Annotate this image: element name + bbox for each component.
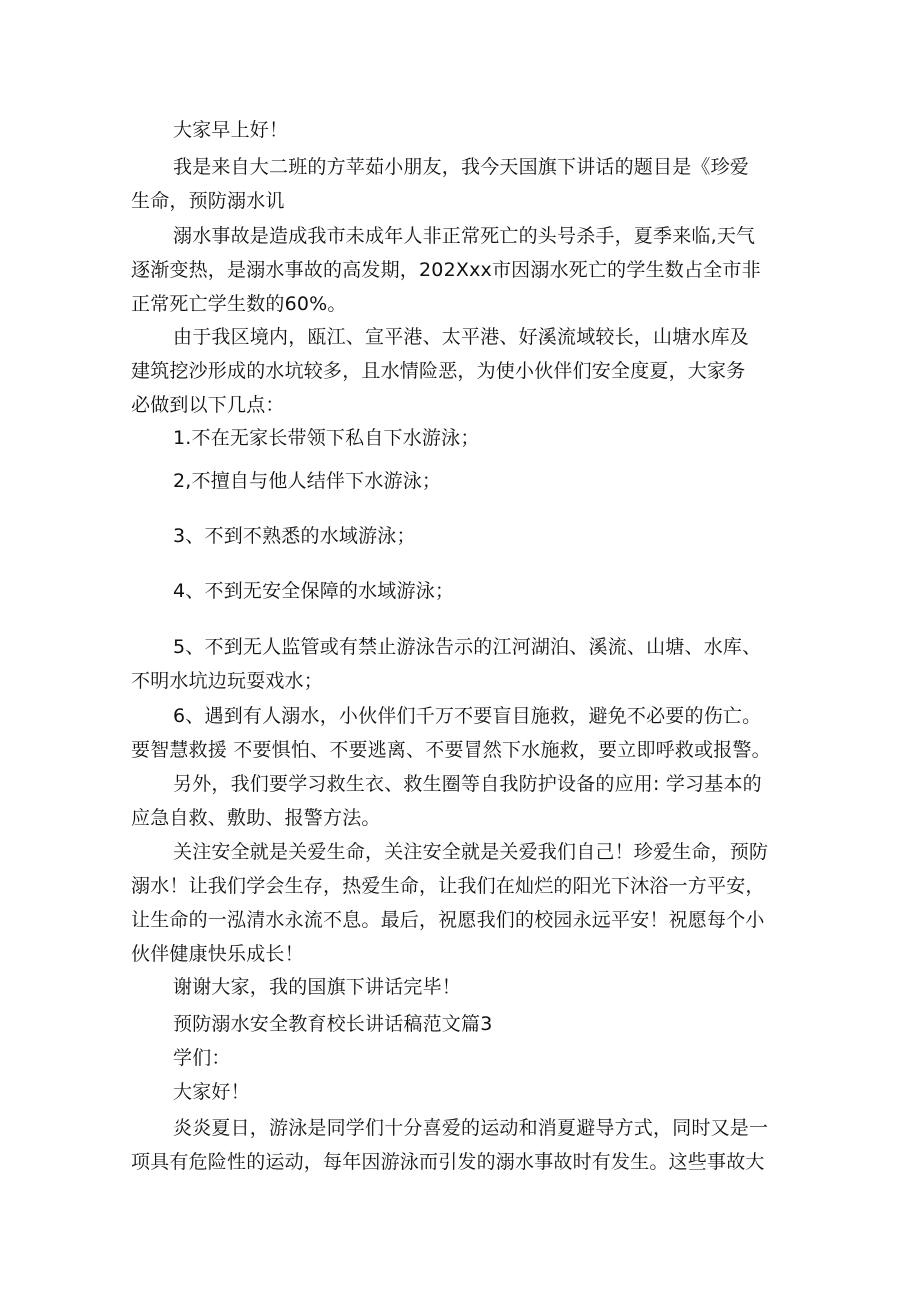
text-line: 让生命的一泓清水永流不息。最后，祝愿我们的校园永远平安！祝愿每个小	[131, 909, 765, 931]
text-line: 谢谢大家，我的国旗下讲话完毕！	[173, 976, 462, 998]
text-line: 2,不擅自与他人结伴下水游泳；	[173, 470, 442, 492]
text-line: 6、遇到有人溺水，小伙伴们千万不要盲目施救，避免不必要的伤亡。	[173, 705, 762, 727]
text-line: 不明水坑边玩耍戏水；	[131, 670, 324, 692]
text-line: 大家好！	[173, 1081, 250, 1103]
text-line: 关注安全就是关爱生命，关注安全就是关爱我们自己！珍爱生命，预防	[173, 841, 769, 863]
body-paragraph	[131, 1111, 793, 1179]
list-item	[131, 464, 793, 498]
body-paragraph	[131, 767, 793, 835]
text-line: 学们：	[173, 1047, 231, 1069]
greeting-paragraph	[131, 1075, 793, 1109]
text-line: 1.不在无家长带领下私自下水游泳；	[173, 427, 480, 449]
text-line: 预防溺水安全教育校长讲话稿范文篇3	[173, 1013, 493, 1035]
body-paragraph	[131, 835, 793, 971]
list-item	[131, 574, 793, 608]
body-paragraph	[131, 320, 793, 422]
text-line: 5、不到无人监管或有禁止游泳告示的江河湖泊、溪流、山塘、水库、	[173, 636, 762, 658]
salutation	[131, 1041, 793, 1075]
text-line: 溺水事故是造成我市未成年人非正常死亡的头号杀手，夏季来临,天气	[173, 225, 756, 247]
closing-paragraph	[131, 970, 793, 1004]
text-line: 另外，我们要学习救生衣、救生圈等自我防护设备的应用: 学习基本的	[173, 773, 762, 795]
text-line: 我是来自大二班的方苹茹小朋友，我今天国旗下讲话的题目是《珍爱	[173, 156, 750, 178]
list-item	[131, 421, 793, 455]
text-line: 正常死亡学生数的60%。	[131, 293, 347, 315]
text-line: 生命，预防溺水讥	[131, 190, 285, 212]
text-line: 逐渐变热，是溺水事故的高发期，202Xxx市因溺水死亡的学生数占全市非	[131, 259, 761, 281]
text-line: 要智慧救援 不要惧怕、不要逃离、不要冒然下水施救，要立即呼救或报警。	[131, 739, 771, 761]
text-line: 溺水！让我们学会生存，热爱生命，让我们在灿烂的阳光下沐浴一方平安，	[131, 875, 765, 897]
text-line: 项具有危险性的运动，每年因游泳而引发的溺水事故时有发生。这些事故大	[131, 1151, 765, 1173]
list-item	[131, 699, 793, 767]
text-line: 4、不到无安全保障的水域游泳；	[173, 580, 455, 602]
text-line: 伙伴健康快乐成长！	[131, 943, 304, 965]
text-line: 应急自救、敷助、报警方法。	[131, 807, 381, 829]
text-line: 建筑挖沙形成的水坑较多，且水情险恶，为使小伙伴们安全度夏，大家务	[131, 360, 746, 382]
body-paragraph	[131, 219, 793, 321]
text-line: 大家早上好！	[173, 119, 289, 141]
section-heading	[131, 1007, 793, 1041]
text-line: 炎炎夏日，游泳是同学们十分喜爱的运动和消夏避导方式，同时又是一	[173, 1117, 769, 1139]
text-line: 必做到以下几点：	[131, 394, 285, 416]
text-line: 3、不到不熟悉的水域游泳；	[173, 525, 416, 547]
list-item	[131, 519, 793, 553]
greeting-paragraph	[131, 113, 793, 147]
text-line: 由于我区境内，瓯江、宣平港、太平港、好溪流域较长，山塘水库及	[173, 326, 750, 348]
intro-paragraph	[131, 150, 793, 218]
list-item	[131, 630, 793, 698]
